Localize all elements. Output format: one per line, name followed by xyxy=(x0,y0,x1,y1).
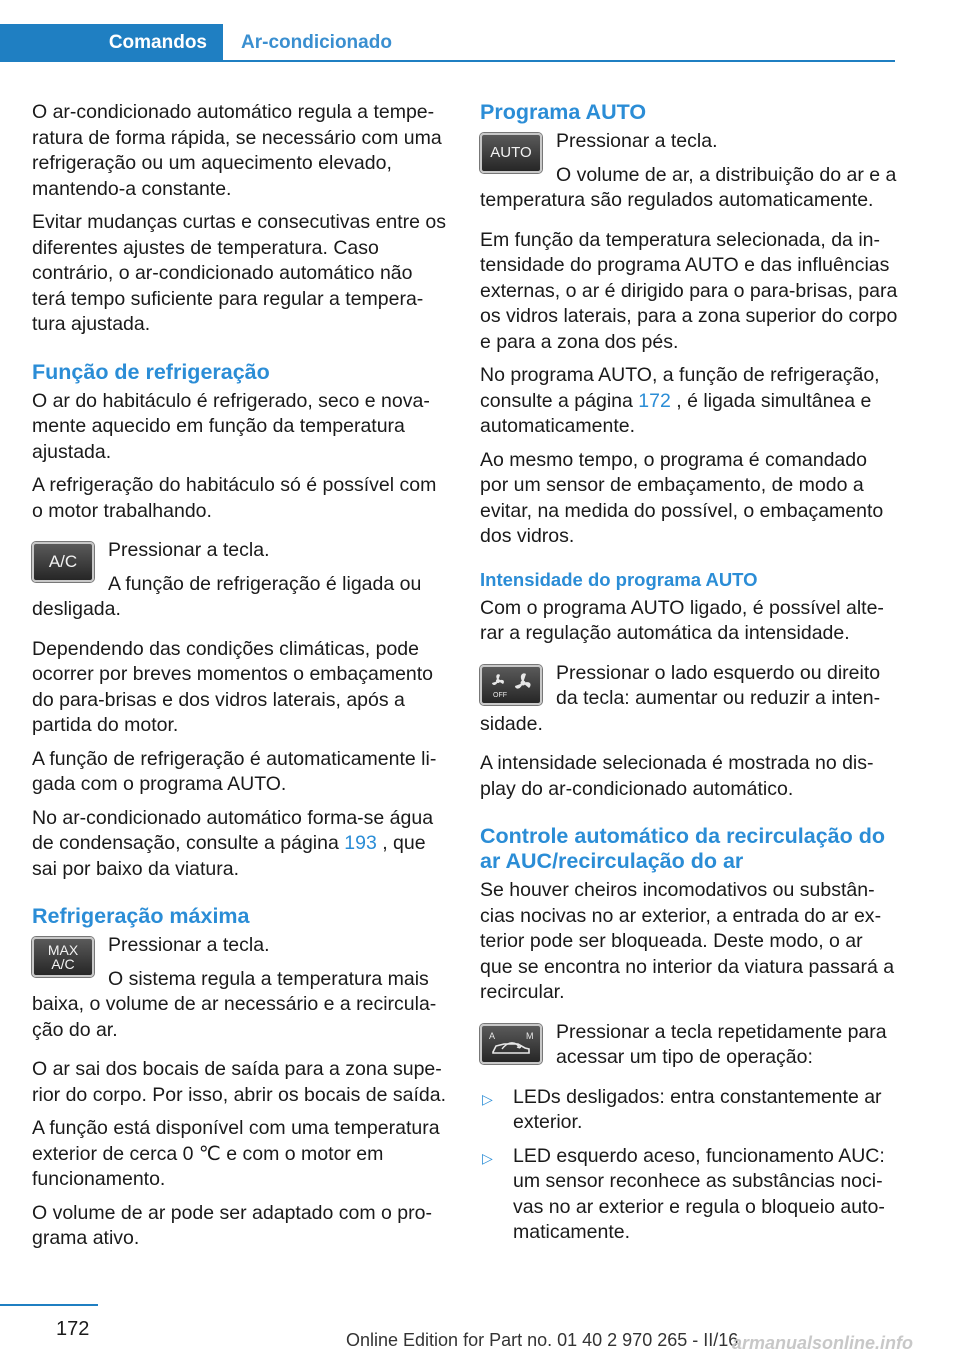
list-item: ▷ LED esquerdo aceso, funcionamento AUC: um sensor reconhece as substâncias nocivas no ar exterior e regula o bloqueio automaticamente. xyxy=(482,1144,885,1243)
paragraph: A intensidade selecionada é mostrada no display do ar-condicionado automático. xyxy=(480,752,874,800)
paragraph: Ao mesmo tempo, o programa é comandado por um sensor de embaçamento, de modo a evitar, na medida do possível, o embaçamento dos vidros. xyxy=(480,448,884,547)
max-ac-button-icon: MAX A/C xyxy=(32,937,94,977)
fan-icon xyxy=(484,669,538,701)
svg-text:A: A xyxy=(489,1030,496,1041)
heading-auc: Controle automático da recirculação do ar AUC/recirculação do ar xyxy=(480,824,886,873)
paragraph: Em função da temperatura selecionada, da intensidade do programa AUTO e das influências externas, o ar é dirigido para o para-brisas, para os vidros laterais, para a zona superior do corpo e para a zona dos pés. xyxy=(480,228,898,353)
footer-divider xyxy=(0,1304,98,1306)
heading-auto: Programa AUTO xyxy=(480,100,647,124)
paragraph: No ar-condicionado automático forma-se água de condensação, consulte a página 193 , que sai por baixo da viatura. xyxy=(32,806,434,880)
operation-list xyxy=(480,1085,898,1246)
heading-auto-intensity: Intensidade do programa AUTO xyxy=(480,568,758,590)
paragraph: A função de refrigeração é automaticamente ligada com o programa AUTO. xyxy=(32,747,437,795)
section-tab[interactable] xyxy=(241,24,392,62)
auto-button-icon: AUTO xyxy=(480,133,542,173)
section-label: Ar-condicionado xyxy=(241,32,392,53)
paragraph: O ar sai dos bocais de saída para a zona superior do corpo. Por isso, abrir os bocais de saída. xyxy=(32,1058,447,1106)
car-recirculation-icon xyxy=(484,1028,538,1060)
left-column xyxy=(32,100,450,1260)
header-divider xyxy=(0,60,895,62)
instruction-text: O volume de ar, a distribuição do ar e a temperatura são regulados automaticamente. xyxy=(480,163,897,211)
instruction-text: Pressionar a tecla. xyxy=(556,130,718,152)
paragraph: Com o programa AUTO ligado, é possível alterar a regulação automática da intensidade. xyxy=(480,596,884,644)
paragraph: A função está disponível com uma temperatura exterior de cerca 0 ℃ e com o motor em funcionamento. xyxy=(32,1117,440,1190)
paragraph: No programa AUTO, a função de refrigeração, consulte a página 172 , é ligada simultânea e automaticamente. xyxy=(480,364,880,437)
heading-cooling: Função de refrigeração xyxy=(32,359,270,384)
chapter-tab[interactable] xyxy=(0,24,223,62)
instruction-text: Pressionar a tecla. xyxy=(108,539,270,561)
right-column xyxy=(480,100,898,1254)
triangle-bullet-icon: ▷ xyxy=(482,1090,493,1107)
page-link-172[interactable]: 172 xyxy=(638,389,671,412)
paragraph: Dependendo das condições climáticas, pode ocorrer por breves momentos o embaçamento do para-brisas e dos vidros laterais, após a partida do motor. xyxy=(32,637,434,736)
edition-text: Online Edition for Part no. 01 40 2 970 265 - II/16 xyxy=(346,1330,739,1350)
ac-button-icon: A/C xyxy=(32,542,94,582)
ac-instruction xyxy=(32,538,450,623)
paragraph: O ar do habitáculo é refrigerado, seco e novamente aquecido em função da temperatura ajustada. xyxy=(32,389,430,463)
watermark-logo: armanualsonline.info xyxy=(732,1333,914,1353)
page-link-193[interactable]: 193 xyxy=(344,832,377,854)
instruction-text: Pressionar o lado esquerdo ou direito da tecla: aumentar ou reduzir a intensidade. xyxy=(480,661,881,735)
paragraph: O volume de ar pode ser adaptado com o programa ativo. xyxy=(32,1201,432,1249)
paragraph: Se houver cheiros incomodativos ou substâncias nocivas no ar exterior, a entrada do ar exterior pode ser bloqueada. Deste modo, o ar que se encontra no interior da viatura passará a recircular. xyxy=(480,879,895,1003)
recirculation-button-icon xyxy=(480,1024,542,1064)
recirculation-instruction xyxy=(480,1020,898,1071)
chapter-label: Comandos xyxy=(108,32,207,53)
paragraph: A refrigeração do habitáculo só é possível com o motor trabalhando. xyxy=(32,474,437,522)
triangle-bullet-icon: ▷ xyxy=(482,1149,493,1166)
instruction-text: O sistema regula a temperatura mais baixa, o volume de ar necessário e a recirculação do ar. xyxy=(32,967,437,1041)
svg-text:OFF: OFF xyxy=(493,691,507,699)
paragraph: O ar-condicionado automático regula a temperatura de forma rápida, se necessário com uma refrigeração ou um aquecimento elevado, mantendo-a constante. xyxy=(32,101,442,200)
fan-instruction xyxy=(480,661,898,738)
auto-instruction xyxy=(480,129,898,214)
fan-button-icon xyxy=(480,665,542,705)
heading-max-cooling: Refrigeração máxima xyxy=(32,904,250,928)
max-ac-instruction xyxy=(32,933,450,1043)
instruction-text: A função de refrigeração é ligada ou desligada. xyxy=(32,572,422,620)
instruction-text: Pressionar a tecla repetidamente para acessar um tipo de operação: xyxy=(556,1020,887,1068)
svg-text:M: M xyxy=(526,1030,534,1041)
list-item: ▷ LEDs desligados: entra constantemente ar exterior. xyxy=(482,1085,882,1133)
instruction-text: Pressionar a tecla. xyxy=(108,934,270,956)
page-number: 172 xyxy=(56,1318,90,1340)
paragraph: Evitar mudanças curtas e consecutivas entre os diferentes ajustes de temperatura. Caso contrário, o ar-condicionado automático não terá tempo suficiente para regular a temperatura ajustada. xyxy=(32,211,447,335)
